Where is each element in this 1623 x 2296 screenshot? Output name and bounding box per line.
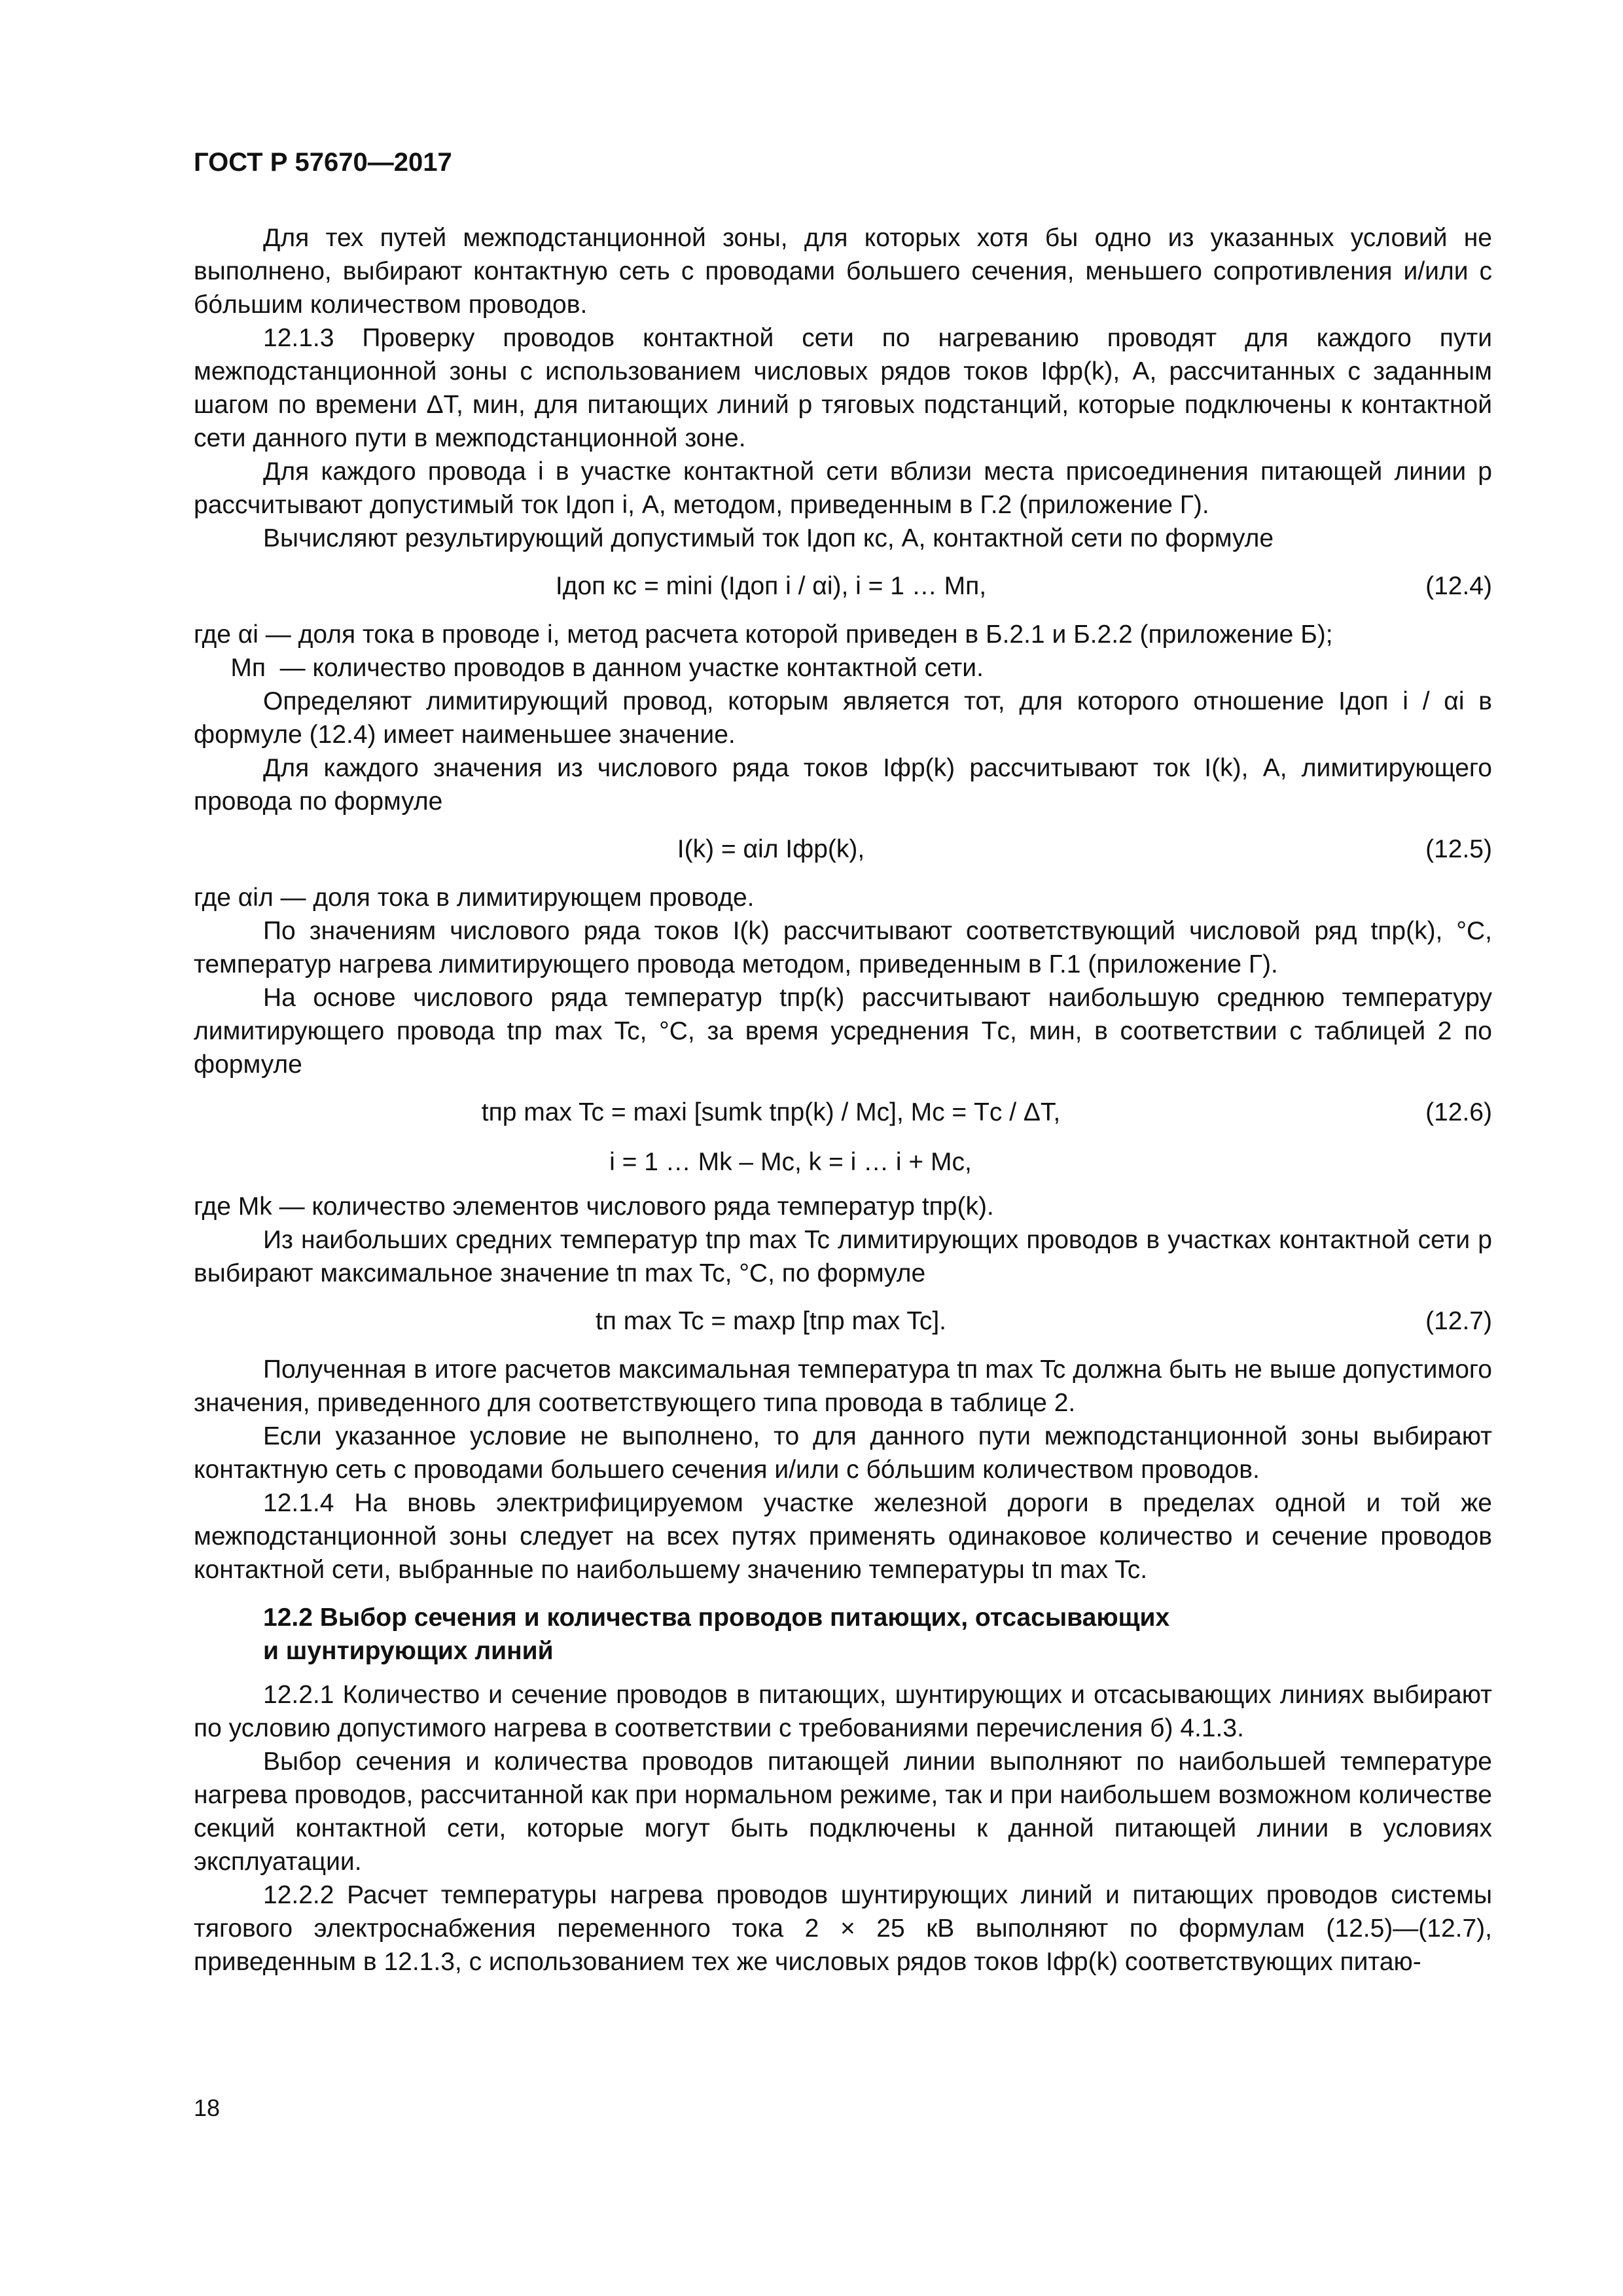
paragraph: На основе числового ряда температур tпр(k) рассчитывают наибольшую среднюю температуру лимитирующего провода tпр max Tc, °С, за время усреднения Tс, мин, в соответствии с таблицей 2 по формуле — [194, 984, 1492, 1079]
equation-formula: Iдоп кс = mini (Iдоп i / αi), i = 1 … Mп, — [555, 572, 987, 600]
section-heading — [263, 1601, 1492, 1668]
where-symbol: Mп — [230, 654, 266, 682]
section-heading-line: 12.2 Выбор сечения и количества проводов питающих, отсасывающих — [263, 1604, 1170, 1632]
paragraph: 12.2.1 Количество и сечение проводов в питающих, шунтирующих и отсасывающих линиях выбирают по условию допустимого нагрева в соответствии с требованиями перечисления б) 4.1.3. — [194, 1681, 1492, 1742]
equation-number: (12.4) — [1425, 572, 1492, 600]
page-body — [194, 221, 1492, 1979]
equation-12-7 — [194, 1299, 1492, 1344]
where-text: — количество проводов в данном участке контактной сети. — [279, 654, 984, 682]
equation-formula: I(k) = αiл Iфр(k), — [677, 835, 865, 863]
equation-number: (12.5) — [1425, 835, 1492, 863]
section-heading-line: и шунтирующих линий — [263, 1637, 554, 1665]
paragraph: Определяют лимитирующий провод, которым является тот, для которого отношение Iдоп i / αi в формуле (12.4) имеет наименьшее значение. — [194, 687, 1492, 749]
paragraph: 12.1.3 Проверку проводов контактной сети по нагреванию проводят для каждого пути межподстанционной зоны с использованием числовых рядов токов Iфр(k), А, рассчитанных с заданным шагом по времени ΔT, мин, для питающих линий р тяговых подстанций, которые подключены к контактной сети данного пути в межподстанционной зоне. — [194, 324, 1492, 452]
where-clause — [194, 651, 1492, 685]
paragraph: По значениям числового ряда токов I(k) рассчитывают соответствующий числовой ряд tпр(k), °С, температур нагрева лимитирующего провода методом, приведенным в Г.1 (приложение Г). — [194, 917, 1492, 978]
paragraph: Вычисляют результирующий допустимый ток Iдоп кс, А, контактной сети по формуле — [263, 524, 1274, 552]
equation-formula: i = 1 … Mk – Mс, k = i … i + Mс, — [609, 1148, 972, 1176]
equation-number: (12.7) — [1425, 1307, 1492, 1335]
paragraph: Если указанное условие не выполнено, то для данного пути межподстанционной зоны выбирают контактную сеть с проводами большего сечения и/или с бо́льшим количеством проводов. — [194, 1422, 1492, 1484]
page-header-doc-id: ГОСТ Р 57670—2017 — [194, 148, 452, 177]
equation-12-5 — [194, 827, 1492, 872]
paragraph: Из наибольших средних температур tпр max Tc лимитирующих проводов в участках контактной сети р выбирают максимальное значение tп max Tc, °С, по формуле — [194, 1226, 1492, 1287]
paragraph: Для каждого значения из числового ряда токов Iфр(k) рассчитывают ток I(k), А, лимитирующего провода по формуле — [194, 754, 1492, 816]
paragraph: Для тех путей межподстанционной зоны, для которых хотя бы одно из указанных условий не выполнено, выбирают контактную сеть с проводами большего сечения, меньшего сопротивления и/или с бо́льшим количеством проводов. — [194, 224, 1492, 319]
where-clause: где Mk — количество элементов числового ряда температур tпр(k). — [194, 1193, 994, 1221]
paragraph: 12.2.2 Расчет температуры нагрева проводов шунтирующих линий и питающих проводов системы тягового электроснабжения переменного тока 2 × 25 кВ выполняют по формулам (12.5)—(12.7), приведенным в 12.1.3, с использованием тех же числовых рядов токов Iфр(k) соответствующих питаю- — [194, 1881, 1492, 1976]
equation-12-6-indices — [194, 1144, 1492, 1181]
equation-number: (12.6) — [1425, 1098, 1492, 1126]
page-number: 18 — [194, 2094, 221, 2121]
where-clause: где αi — доля тока в проводе i, метод расчета которой приведен в Б.2.1 и Б.2.2 (приложение Б); — [194, 620, 1333, 649]
where-clause: где αiл — доля тока в лимитирующем проводе. — [194, 884, 755, 912]
paragraph: Полученная в итоге расчетов максимальная температура tп max Tc должна быть не выше допустимого значения, приведенного для соответствующего типа провода в таблице 2. — [194, 1355, 1492, 1417]
paragraph: Выбор сечения и количества проводов питающей линии выполняют по наибольшей температуре нагрева проводов, рассчитанной как при нормальном режиме, так и при наибольшем возможном количестве секций контактной сети, которые могут быть подключены к данной питающей линии в условиях эксплуатации. — [194, 1748, 1492, 1876]
paragraph: Для каждого провода i в участке контактной сети вблизи места присоединения питающей линии р рассчитывают допустимый ток Iдоп i, А, методом, приведенным в Г.2 (приложение Г). — [194, 457, 1492, 519]
equation-12-6 — [194, 1090, 1492, 1135]
equation-12-4 — [194, 564, 1492, 609]
paragraph: 12.1.4 На вновь электрифицируемом участке железной дороги в пределах одной и той же межподстанционной зоны следует на всех путях применять одинаковое количество и сечение проводов контактной сети, выбранные по наибольшему значению температуры tп max Tc. — [194, 1489, 1492, 1584]
equation-formula: tп max Tc = maxp [tпр max Tc]. — [595, 1307, 947, 1335]
equation-formula: tпр max Tc = maxi [sumk tпр(k) / Mс], Mс = Tс / ΔT, — [481, 1098, 1061, 1126]
